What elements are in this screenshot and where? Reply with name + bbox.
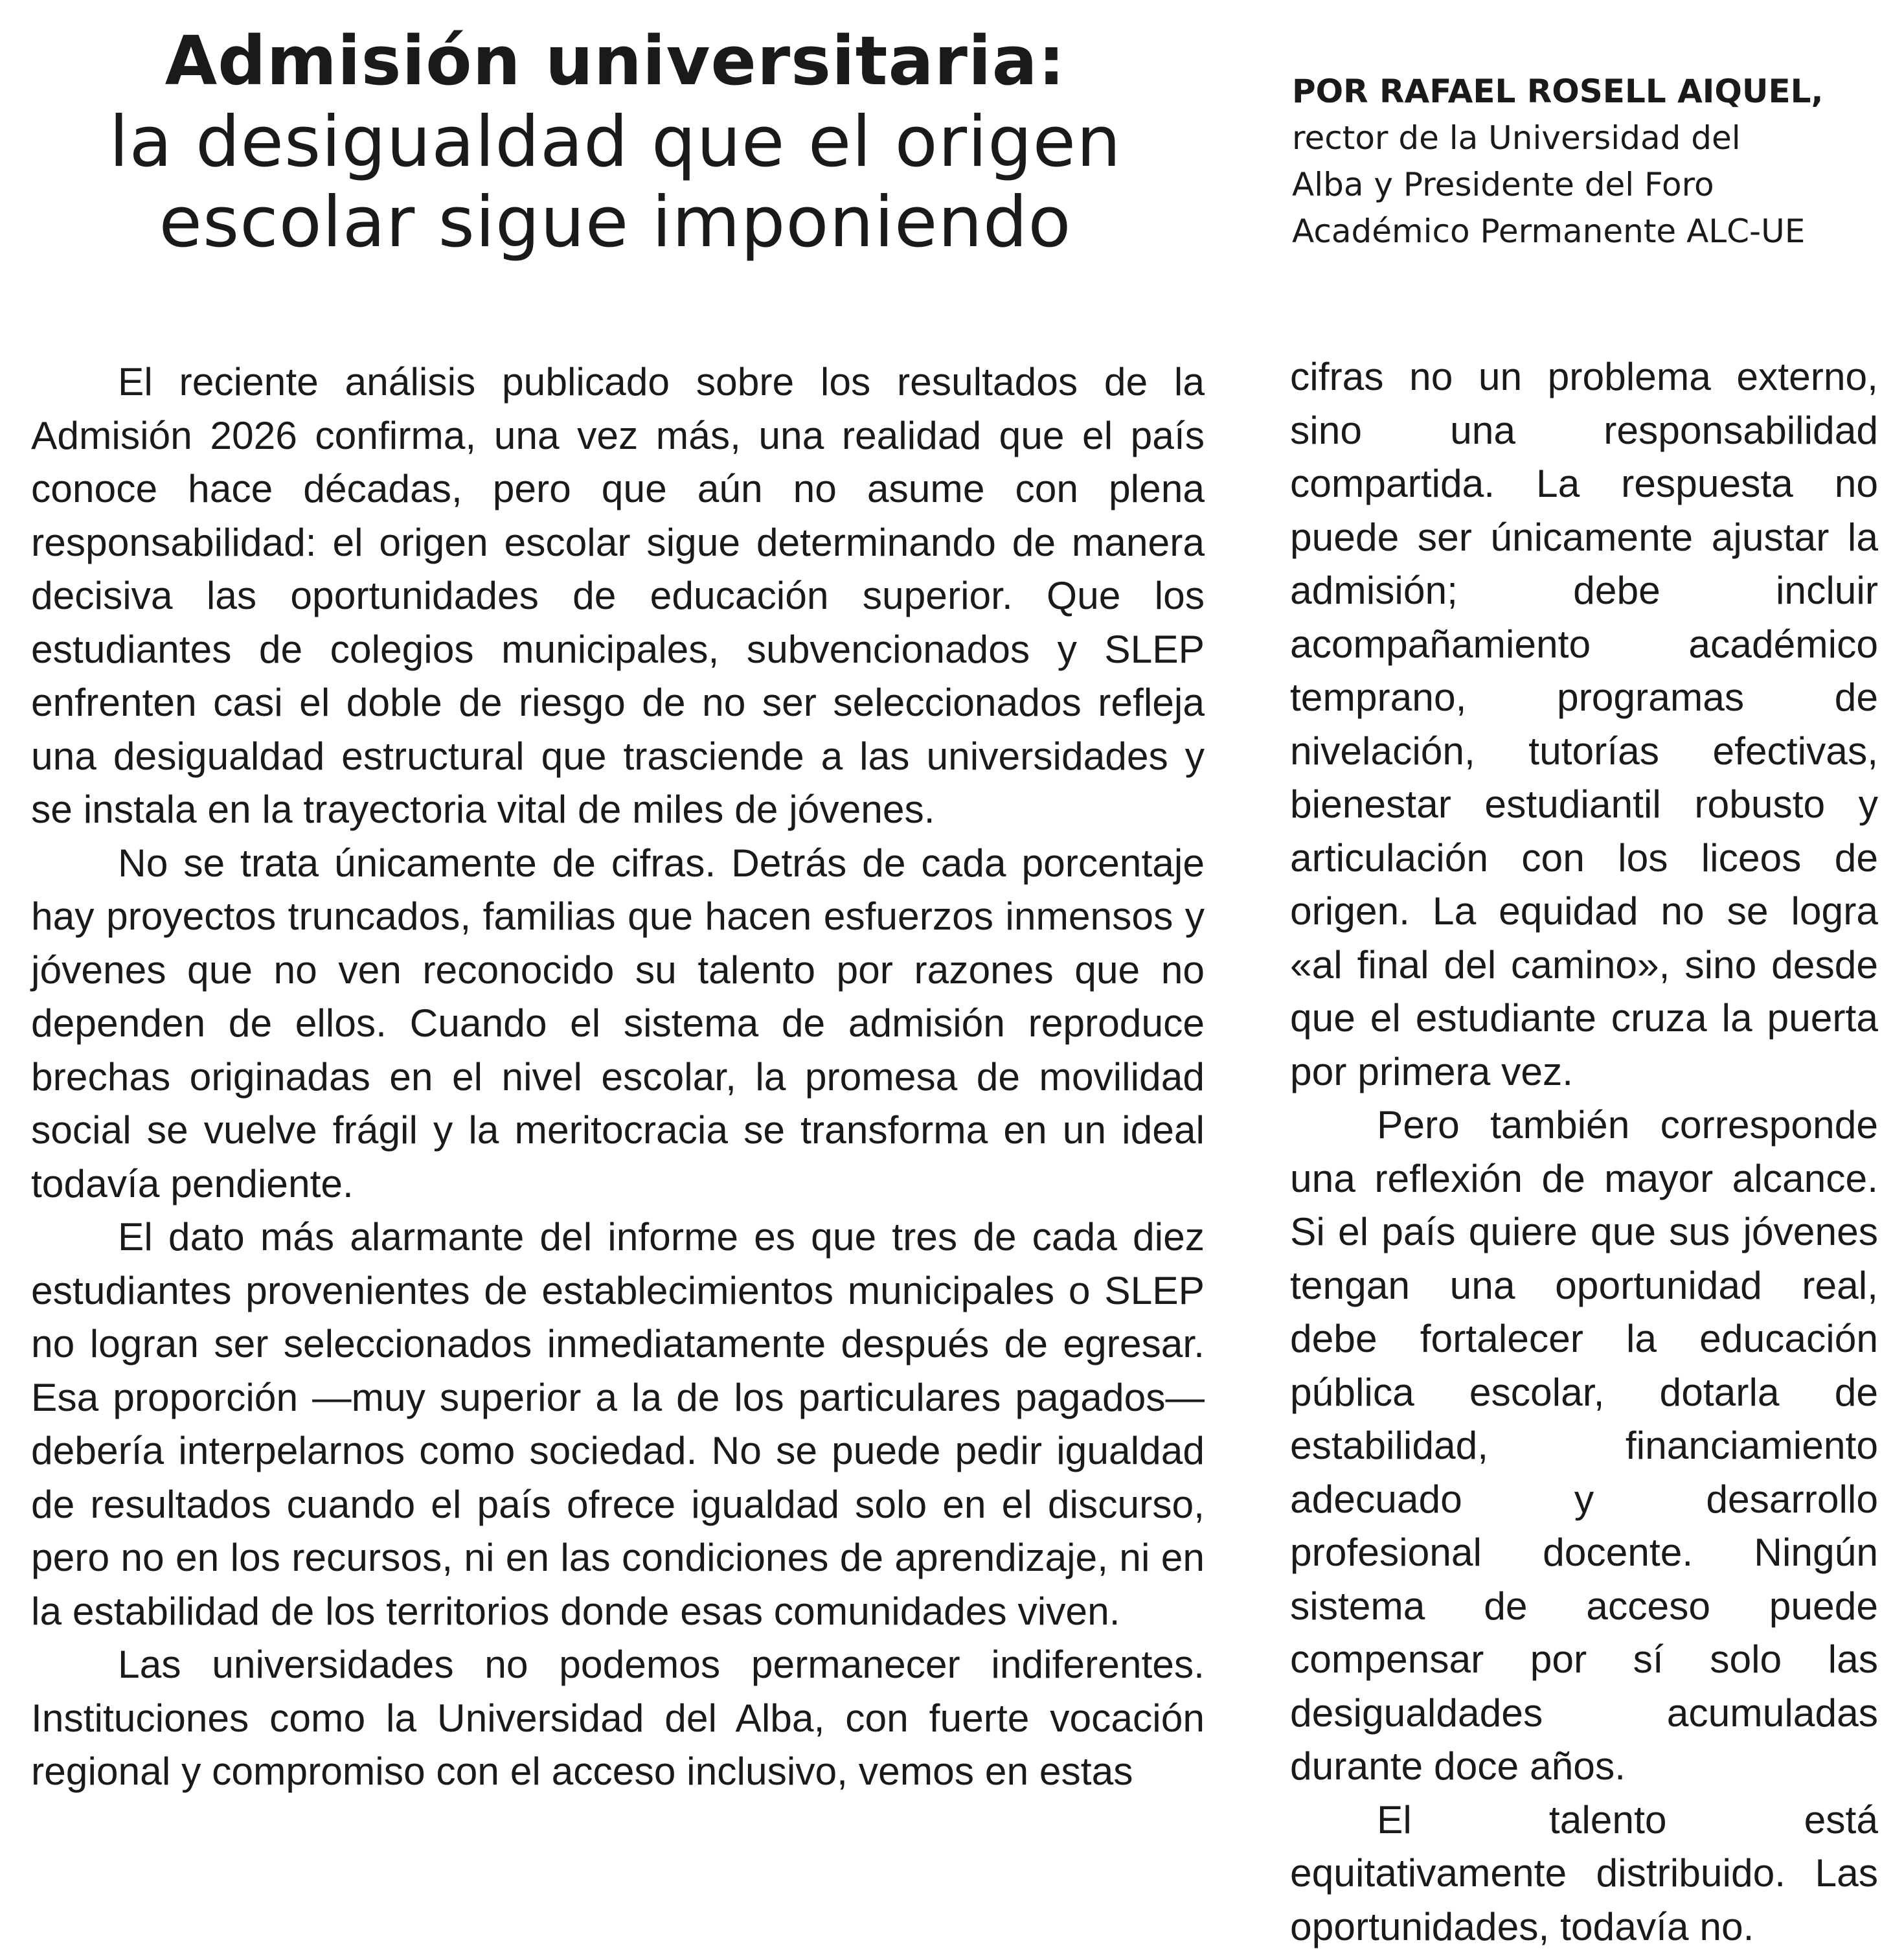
paragraph-2: No se trata únicamente de cifras. Detrás de cada porcentaje hay proyectos truncados, familias que hacen esfuerzos inmensos y jóvenes que no ven reconocido su talento por razones que no dependen de ellos. Cuando el sistema de admisión reproduce brechas originadas en el nivel escolar, la promesa de movilidad social se vuelve frágil y la meritocracia se transforma en un ideal todavía pendiente.	[31, 836, 1205, 1211]
byline-role-line-2: Alba y Presidente del Foro	[1292, 161, 1888, 208]
paragraph-3: El dato más alarmante del informe es que tres de cada diez estudiantes provenientes de establecimientos municipales o SLEP no logran ser seleccionados inmediatamente después de egresar. Esa proporción —muy superior a la de los particulares pagados— debería interpelarnos como sociedad. No se puede pedir igualdad de resultados cuando el país ofrece igualdad solo en el discurso, pero no en los recursos, ni en las condiciones de aprendizaje, ni en la estabilidad de los territorios donde esas comunidades viven.	[31, 1210, 1205, 1638]
body-column-right	[1290, 350, 1878, 1953]
byline-role-line-3: Académico Permanente ALC-UE	[1292, 208, 1888, 255]
headline	[26, 19, 1205, 263]
paragraph-5: Pero también corresponde una reflexión de mayor alcance. Si el país quiere que sus jóvenes tengan una oportunidad real, debe fortalecer la educación pública escolar, dotarla de estabilidad, financiamiento adecuado y desarrollo profesional docente. Ningún sistema de acceso puede compensar por sí solo las desigualdades acumuladas durante doce años.	[1290, 1098, 1878, 1793]
paragraph-1: El reciente análisis publicado sobre los resultados de la Admisión 2026 confirma, una vez más, una realidad que el país conoce hace décadas, pero que aún no asume con plena responsabilidad: el origen escolar sigue determinando de manera decisiva las oportunidades de educación superior. Que los estudiantes de colegios municipales, subvencionados y SLEP enfrenten casi el doble de riesgo de no ser seleccionados refleja una desigualdad estructural que trasciende a las universidades y se instala en la trayectoria vital de miles de jóvenes.	[31, 355, 1205, 836]
paragraph-4-continuation: cifras no un problema externo, sino una responsabilidad compartida. La respuesta no puede ser únicamente ajustar la admisión; debe incluir acompañamiento académico temprano, programas de nivelación, tutorías efectivas, bienestar estudiantil robusto y articulación con los liceos de origen. La equidad no se logra «al final del camino», sino desde que el estudiante cruza la puerta por primera vez.	[1290, 350, 1878, 1098]
byline-author: POR RAFAEL ROSELL AIQUEL,	[1292, 68, 1888, 115]
paragraph-4-start: Las universidades no podemos permanecer indiferentes. Instituciones como la Universidad del Alba, con fuerte vocación regional y compromiso con el acceso inclusivo, vemos en estas	[31, 1638, 1205, 1798]
body-column-left	[31, 355, 1205, 1798]
byline-role-line-1: rector de la Universidad del	[1292, 115, 1888, 161]
headline-subtitle-line-1: la desigualdad que el origen	[26, 102, 1205, 183]
paragraph-6: El talento está equitativamente distribuido. Las oportunidades, todavía no.	[1290, 1793, 1878, 1953]
headline-main: Admisión universitaria:	[26, 19, 1205, 102]
headline-subtitle-line-2: escolar sigue imponiendo	[26, 183, 1205, 263]
byline	[1292, 68, 1888, 255]
